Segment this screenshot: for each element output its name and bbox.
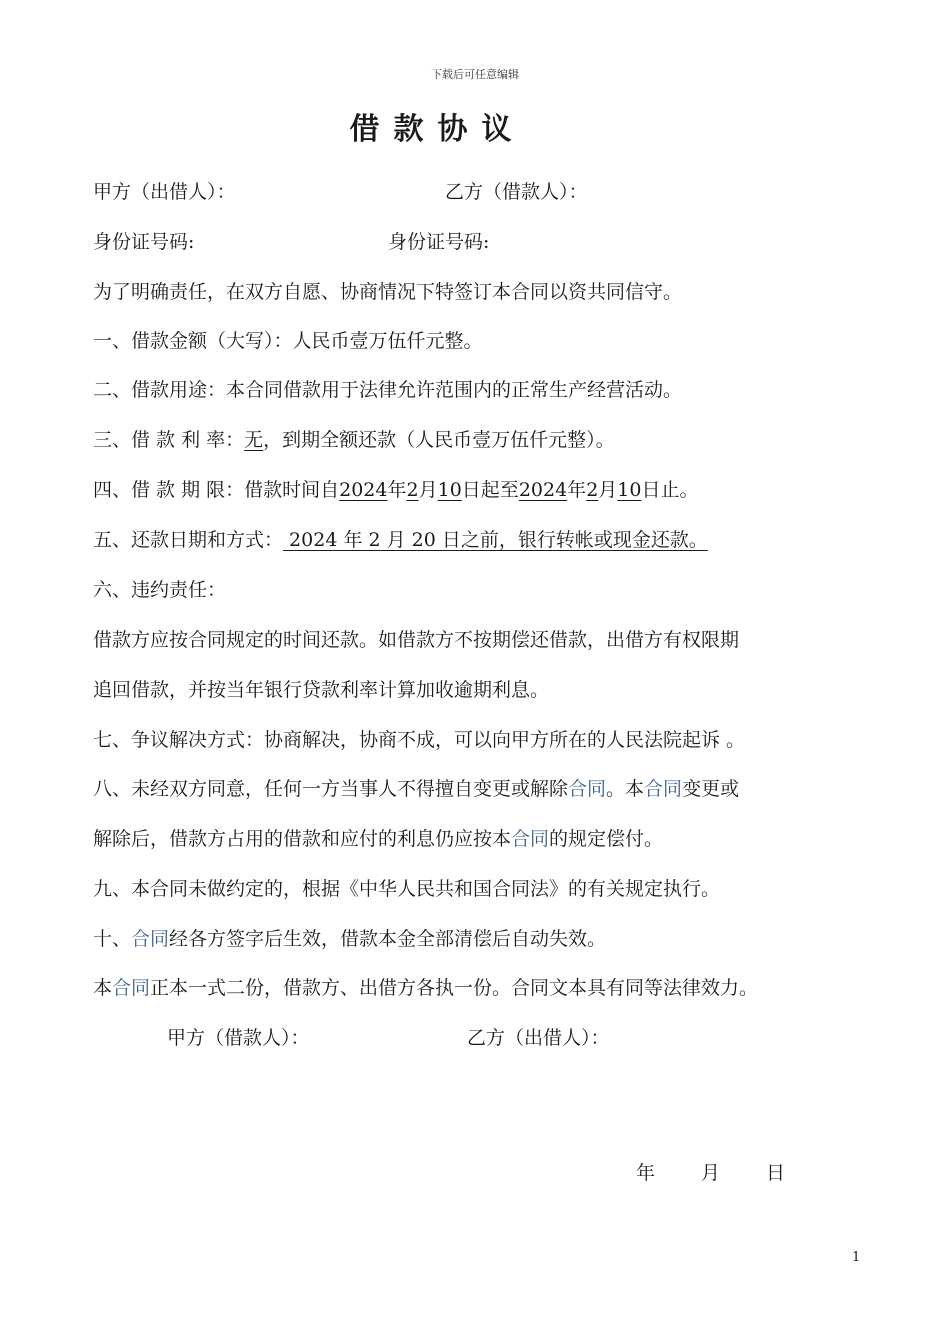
- signature-date: [636, 1161, 831, 1185]
- clause-8-text-a: 八、未经双方同意，任何一方当事人不得擅自变更或解除: [93, 778, 569, 800]
- signature-party-b: 乙方（出借人）：: [467, 1027, 610, 1049]
- clause-5: [93, 528, 708, 552]
- date-year: 年: [636, 1162, 656, 1184]
- header-note: 下载后可任意编辑: [431, 68, 519, 81]
- clause-2: 二、借款用途：本合同借款用于法律允许范围内的正常生产经营活动。: [93, 379, 683, 401]
- clause-8-text-c: 变更或: [682, 778, 740, 800]
- clause-3-rest: ，到期全额还款（人民币壹万伍仟元整）。: [263, 429, 615, 451]
- clause-8-text-b: 。本: [606, 778, 645, 800]
- clause-3-prefix: 三、借 款 利 率：: [93, 429, 245, 451]
- id-a-label: 身份证号码:: [93, 231, 195, 253]
- clause-6-body-2: 追回借款，并按当年银行贷款利率计算加收逾期利息。: [93, 679, 550, 701]
- clause-6-body-1: 借款方应按合同规定的时间还款。如借款方不按期偿还借款，出借方有权限期: [93, 629, 740, 651]
- contract-link[interactable]: 合同: [112, 977, 151, 999]
- text-end: 日止。: [641, 479, 699, 501]
- text-year: 年: [387, 479, 407, 501]
- clause-10-number: 十、: [93, 928, 132, 950]
- party-b-label: 乙方（借款人）：: [445, 181, 588, 203]
- clause-8-text-d: 解除后，借款方占用的借款和应付的利息仍应按本: [93, 828, 512, 850]
- interest-rate-value: 无: [244, 429, 264, 451]
- contract-link[interactable]: 合同: [511, 828, 550, 850]
- document-title: 借款协议: [349, 112, 526, 147]
- clause-5-prefix: 五、还款日期和方式：: [93, 529, 284, 551]
- final-text-b: 正本一式二份，借款方、出借方各执一份。合同文本具有同等法律效力。: [150, 977, 759, 999]
- final-paragraph: [93, 976, 758, 1000]
- contract-link[interactable]: 合同: [644, 778, 683, 800]
- clause-8-line-2: [93, 827, 663, 851]
- page-number: 1: [852, 1250, 861, 1265]
- text-year: 年: [567, 479, 587, 501]
- start-year: 2024: [339, 479, 388, 501]
- clause-10-text: 经各方签字后生效，借款本金全部清偿后自动失效。: [169, 928, 607, 950]
- end-month: 2: [586, 479, 599, 501]
- clause-9: 九、本合同未做约定的，根据《中华人民共和国合同法》的有关规定执行。: [93, 878, 721, 900]
- end-year: 2024: [518, 479, 568, 501]
- repayment-terms: 2024 年 2 月 20 日之前，银行转帐或现金还款。: [283, 529, 708, 551]
- id-b-label: 身份证号码:: [388, 231, 490, 253]
- contract-link[interactable]: 合同: [131, 928, 170, 950]
- clause-6-heading: 六、违约责任：: [93, 579, 227, 601]
- text-from: 日起至: [461, 479, 519, 501]
- clause-4-prefix: 四、借 款 期 限：借款时间自: [93, 479, 340, 501]
- end-day: 10: [617, 479, 642, 501]
- text-month: 月: [418, 479, 438, 501]
- clause-8-text-e: 的规定偿付。: [549, 828, 664, 850]
- intro-paragraph: 为了明确责任，在双方自愿、协商情况下特签订本合同以资共同信守。: [93, 281, 683, 303]
- start-month: 2: [406, 479, 419, 501]
- clause-7: 七、争议解决方式：协商解决，协商不成，可以向甲方所在的人民法院起诉 。: [93, 729, 746, 751]
- clause-8-line-1: [93, 777, 739, 801]
- start-day: 10: [437, 479, 462, 501]
- contract-link[interactable]: 合同: [568, 778, 607, 800]
- clause-10: [93, 927, 606, 951]
- final-text-a: 本: [93, 977, 113, 999]
- clause-3: [93, 428, 615, 452]
- date-day: 日: [766, 1162, 786, 1184]
- party-a-label: 甲方（出借人）：: [93, 181, 236, 203]
- clause-1: 一、借款金额（大写）：人民币壹万伍仟元整。: [93, 330, 483, 352]
- signature-party-a: 甲方（借款人）：: [167, 1027, 310, 1049]
- text-month: 月: [598, 479, 618, 501]
- clause-4: [93, 478, 699, 502]
- date-month: 月: [701, 1162, 721, 1184]
